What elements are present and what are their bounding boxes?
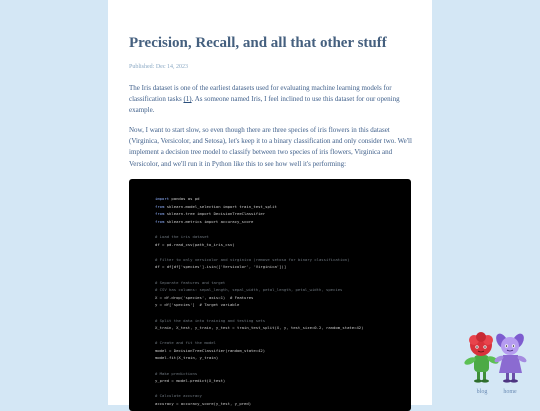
code-text: model.fit(X_train, y_train) [155, 355, 219, 361]
code-text: sklearn.metrics import accuracy_score [164, 218, 254, 224]
code-line [155, 271, 363, 279]
code-text: sklearn.tree import DecisionTreeClassifier [164, 211, 266, 217]
code-line [155, 225, 363, 233]
code-line [155, 195, 363, 203]
code-line [155, 400, 363, 408]
code-comment: # Create and fit the model [155, 340, 216, 346]
code-line [155, 263, 363, 271]
code-line [155, 362, 363, 370]
code-text: df = df[df['species'].isin(['Versicolor', 'Virginica'])] [155, 264, 287, 270]
code-text: X_train, X_test, y_train, y_test = train_test_split(X, y, test_size=0.2, random_state=42) [155, 325, 364, 331]
code-line [155, 317, 363, 325]
code-line [155, 286, 363, 294]
code-keyword: from [155, 218, 165, 224]
article-page [108, 0, 432, 405]
code-comment: # Load the iris dataset [155, 233, 209, 239]
code-text: df = pd.read_csv(path_to_iris_csv) [155, 241, 235, 247]
post-title: Precision, Recall, and all that other stuff [129, 35, 387, 51]
code-text: X = df.drop('species', axis=1) # Features [155, 294, 254, 300]
code-line [155, 248, 363, 256]
code-keyword: import [155, 196, 170, 201]
nav-home[interactable] [490, 331, 530, 395]
published-date: Published: Dec 14, 2023 [129, 64, 188, 70]
intro-paragraph [129, 83, 412, 117]
code-keyword: from [155, 203, 165, 209]
code-comment: # Calculate accuracy [155, 393, 202, 399]
intro-text-b: . As someone named Iris, I feel inclined to use this dataset for our opening example. [129, 95, 400, 115]
code-line [155, 324, 363, 332]
second-paragraph: Now, I want to start slow, so even though there are three species of iris flowers in this dataset (Virginica, Versicolor, and Setosa), let's keep it to a binary classification and only consider two. We'll implement a decision tree model to classify between two species of iris flowers, Virginica and Versicolor, and we'll run it in Python like this to see how well it's performing: [129, 126, 412, 168]
code-line [155, 203, 363, 211]
intro-text-a: The Iris dataset is one of the earliest datasets used for evaluating machine learning models for classification tasks [129, 84, 392, 104]
code-line [155, 354, 363, 362]
code-text: pandas as pd [169, 196, 200, 201]
code-line [155, 294, 363, 302]
code-line [155, 377, 363, 385]
code-content [155, 195, 363, 408]
code-line [155, 347, 363, 355]
code-line [155, 210, 363, 218]
code-line [155, 332, 363, 340]
code-line [155, 370, 363, 378]
code-line [155, 339, 363, 347]
nav-home-label[interactable]: home [503, 389, 517, 395]
code-line [155, 385, 363, 393]
code-line [155, 309, 363, 317]
code-line [155, 392, 363, 400]
iris-character-icon [491, 331, 529, 383]
code-line [155, 279, 363, 287]
code-line [155, 301, 363, 309]
code-block [129, 179, 411, 411]
code-comment: # Make predictions [155, 370, 198, 376]
code-line [155, 233, 363, 241]
code-text: accuracy = accuracy_score(y_test, y_pred) [155, 401, 252, 407]
code-line [155, 241, 363, 249]
code-comment: # Separate features and target [155, 279, 226, 285]
code-comment: # CSV has columns: sepal_length, sepal_width, petal_length, petal_width, species [155, 287, 343, 293]
code-text: y_pred = model.predict(X_test) [155, 378, 226, 384]
code-text: y = df['species'] # Target variable [155, 302, 240, 308]
code-comment: # Split the data into training and testing sets [155, 317, 266, 323]
code-keyword: from [155, 211, 165, 217]
code-text: model = DecisionTreeClassifier(random_state=42) [155, 347, 266, 353]
code-line [155, 256, 363, 264]
code-comment: # Filter to only versicolor and virginica (remove setosa for binary classification) [155, 256, 350, 262]
code-line [155, 218, 363, 226]
nav-blog-label[interactable]: blog [476, 389, 488, 395]
footnote-link[interactable]: (1) [183, 95, 192, 104]
code-text: sklearn.model_selection import train_test_split [164, 203, 277, 209]
